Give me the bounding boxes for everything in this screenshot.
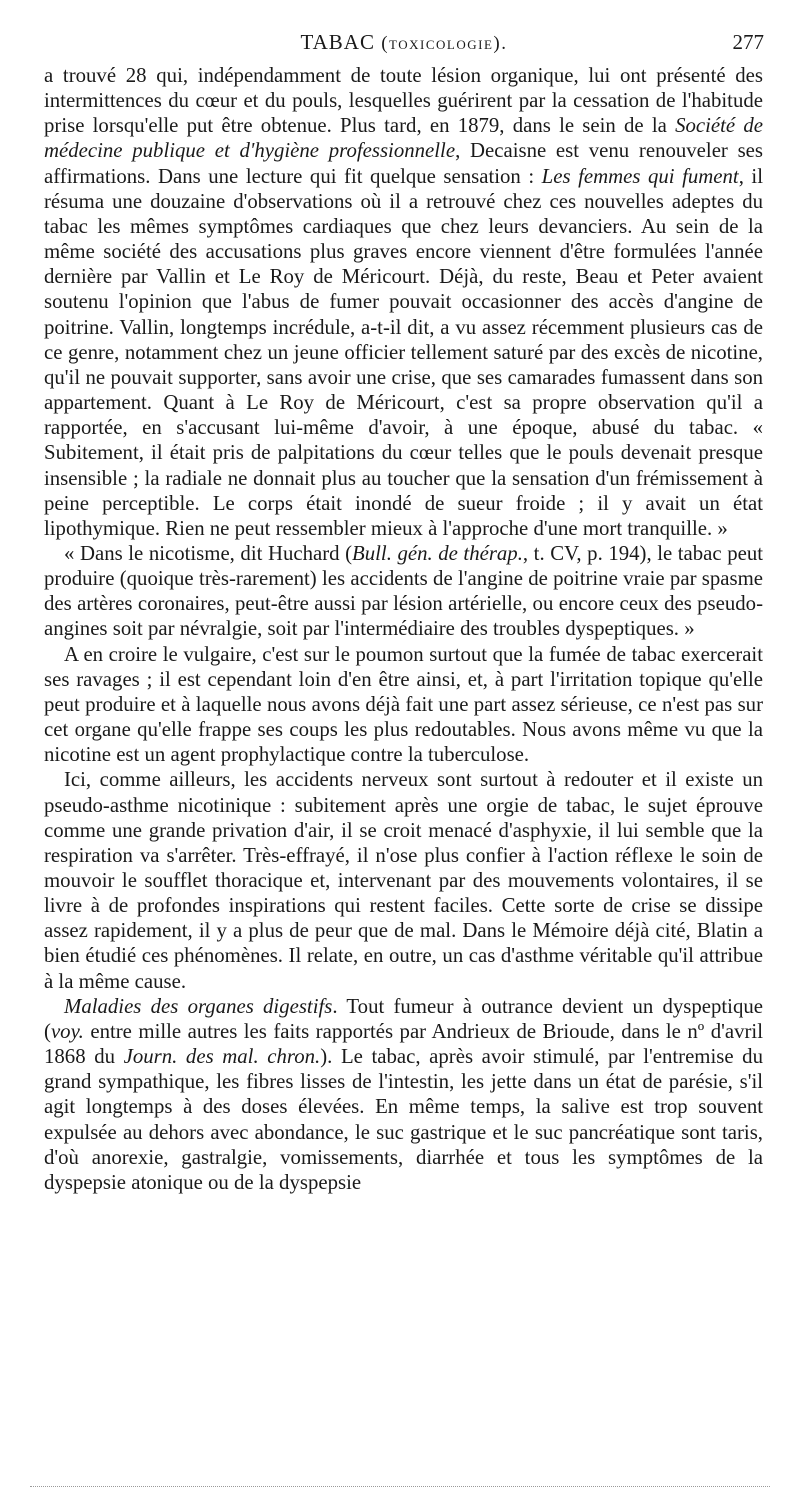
paragraph — [44, 63, 763, 541]
italic-run: Maladies des organes digestifs — [64, 994, 333, 1018]
paragraph — [44, 541, 763, 642]
page-number: 277 — [732, 30, 764, 54]
italic-run: voy. — [50, 1019, 84, 1043]
running-title — [44, 30, 764, 55]
text-run: , il résuma une douzaine d'observations où il a retrouvé chez ces nouvelles adeptes du tabac les mêmes symptômes cardiaques que chez leurs devanciers. Au sein de la même société des accusations plus graves encore viennent d'être formulées l'année dernière par Vallin et Le Roy de Méricourt. Déjà, du reste, Beau et Peter avaient soutenu l'opinion que l'abus de fumer pouvait occasionner des accès d'angine de poitrine. Vallin, longtemps incrédule, a-t-il dit, a vu assez récemment plusieurs cas de ce genre, notamment chez un jeune officier tellement saturé par des excès de nicotine, qu'il ne pouvait supporter, sans avoir une crise, que ses camarades fumassent dans son appartement. Quant à Le Roy de Méricourt, c'est sa propre observation qu'il a rapportée, en s'accusant lui-même d'avoir, à une époque, abusé du tabac. « Subitement, il était pris de palpitations du cœur telles que le pouls devenait presque insensible ; la radiale ne donnait plus au toucher que la sensation d'un frémissement à peine perceptible. Le corps était inondé de sueur froide ; il y avait un état lipothymique. Rien ne peut ressembler mieux à l'approche d'une mort tranquille. » — [44, 164, 763, 540]
text-run: Ici, comme ailleurs, les accidents nerveux sont surtout à redouter et il existe un pseudo-asthme nicotinique : subitement après une orgie de tabac, le sujet éprouve comme une grande privation d'air, il se croit menacé d'asphyxie, il lui semble que la respiration va s'arrêter. Très-effrayé, il n'ose plus confier à l'action réflexe le soin de mouvoir le soufflet thoracique et, intervenant par des mouvements volontaires, il se livre à de profondes inspirations qui restent faciles. Cette sorte de crise se dissipe assez rapidement, il y a plus de peur que de mal. Dans le Mémoire déjà cité, Blatin a bien étudié ces phénomènes. Il relate, en outre, un cas d'asthme véritable qu'il attribue à la même cause. — [44, 768, 763, 993]
running-title-sub: (toxicologie). — [381, 33, 508, 54]
italic-run: Bull. gén. de thérap. — [352, 541, 523, 565]
italic-run: Journ. des mal. chron. — [123, 1045, 321, 1069]
text-run: . Tout fumeur à outrance devient un dyspeptique ( — [44, 994, 763, 1043]
text-run: , t. CV, p. 194), le tabac peut produire (quoique très-rarement) les accidents de l'angine de poitrine vraie par spasme des artères coronaires, peut-être aussi par lésion artérielle, ou encore ceux des pseudo-angines soit par névralgie, soit par l'intermédiaire des troubles dyspeptiques. » — [44, 541, 763, 641]
text-run: , Decaisne est venu renouveler ses affirmations. Dans une lecture qui fit quelque sensation : — [44, 139, 763, 188]
text-run: ). Le tabac, après avoir stimulé, par l'entremise du grand sympathique, les fibres lisses de l'intestin, les jette dans un état de parésie, s'il agit longtemps à des doses élevées. En même temps, la salive est trop souvent expulsée au dehors avec abondance, le suc gastrique et le suc pancréatique sont taris, d'où anorexie, gastralgie, vomissements, diarrhée et tous les symptômes de la dyspepsie atonique ou de la dyspepsie — [44, 1045, 763, 1194]
running-title-main: TABAC — [300, 30, 375, 54]
text-run: « Dans le nicotisme, dit Huchard ( — [64, 541, 353, 565]
text-run: a trouvé 28 qui, indépendamment de toute lésion organique, lui ont présenté des intermittences du cœur et du pouls, lesquelles guérirent par la cessation de l'habitude prise lorsqu'elle put être obtenue. Plus tard, en 1879, dans le sein de la — [44, 64, 763, 138]
bottom-rule — [30, 1486, 770, 1487]
text-run: A en croire le vulgaire, c'est sur le poumon surtout que la fumée de tabac exercerait ses ravages ; il est cependant loin d'en être ainsi, et, à part l'irritation topique qu'elle peut produire et à laquelle nous avons déjà fait une part assez sérieuse, ce n'est pas sur cet organe qu'elle frappe ses coups les plus redoutables. Nous avons même vu que la nicotine est un agent prophylactique contre la tuberculose. — [44, 642, 763, 767]
text-run: entre mille autres les faits rapportés par Andrieux de Brioude, dans le nº d'avril 1868 du — [44, 1019, 763, 1069]
running-head — [44, 30, 764, 58]
italic-run: Société de médecine publique et d'hygiène professionnelle — [44, 114, 763, 163]
paragraph — [44, 642, 763, 768]
paragraph — [44, 994, 763, 1195]
italic-run: Les femmes qui fument — [541, 164, 739, 188]
paragraph — [44, 767, 763, 993]
body-text — [44, 63, 763, 1195]
